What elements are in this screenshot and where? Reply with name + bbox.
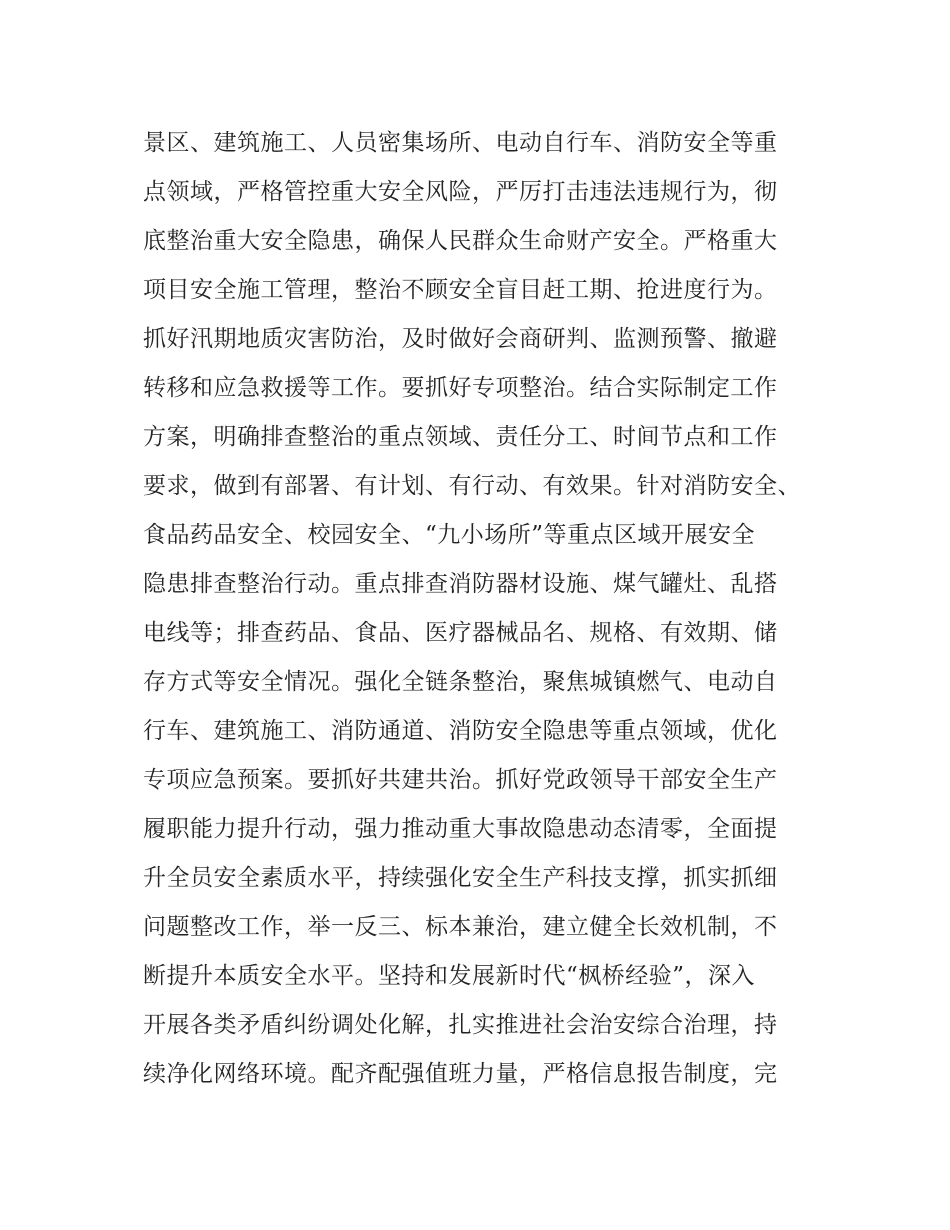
text-line: 景区、建筑施工、人员密集场所、电动自行车、消防安全等重 xyxy=(143,130,778,156)
text-line: 转移和应急救援等工作。要抓好专项整治。结合实际制定工作 xyxy=(143,375,778,401)
text-line: 底整治重大安全隐患，确保人民群众生命财产安全。严格重大 xyxy=(143,228,778,254)
text-line: 方案，明确排查整治的重点领域、责任分工、时间节点和工作 xyxy=(143,424,778,450)
text-line: 专项应急预案。要抓好共建共治。抓好党政领导干部安全生产 xyxy=(143,767,778,793)
text-line: 要求，做到有部署、有计划、有行动、有效果。针对消防安全、 xyxy=(143,473,801,499)
text-line: 项目安全施工管理，整治不顾安全盲目赶工期、抢进度行为。 xyxy=(143,277,778,303)
text-line: 履职能力提升行动，强力推动重大事故隐患动态清零，全面提 xyxy=(143,816,778,842)
text-line: 升全员安全素质水平，持续强化安全生产科技支撑，抓实抓细 xyxy=(143,865,778,891)
text-line: 电线等；排查药品、食品、医疗器械品名、规格、有效期、储 xyxy=(143,620,778,646)
text-line: 抓好汛期地质灾害防治，及时做好会商研判、监测预警、撤避 xyxy=(143,326,778,352)
text-line: 食品药品安全、校园安全、“九小场所”等重点区域开展安全 xyxy=(143,522,756,548)
text-line: 存方式等安全情况。强化全链条整治，聚焦城镇燃气、电动自 xyxy=(143,669,778,695)
text-line: 问题整改工作，举一反三、标本兼治，建立健全长效机制，不 xyxy=(143,914,778,940)
text-line: 行车、建筑施工、消防通道、消防安全隐患等重点领域，优化 xyxy=(143,718,778,744)
text-line: 续净化网络环境。配齐配强值班力量，严格信息报告制度，完 xyxy=(143,1061,778,1087)
text-line: 开展各类矛盾纠纷调处化解，扎实推进社会治安综合治理，持 xyxy=(143,1012,778,1038)
text-line: 隐患排查整治行动。重点排查消防器材设施、煤气罐灶、乱搭 xyxy=(143,571,778,597)
text-line: 点领域，严格管控重大安全风险，严厉打击违法违规行为，彻 xyxy=(143,179,778,205)
text-line: 断提升本质安全水平。坚持和发展新时代“枫桥经验”，深入 xyxy=(143,963,756,989)
body-text xyxy=(143,119,823,1099)
